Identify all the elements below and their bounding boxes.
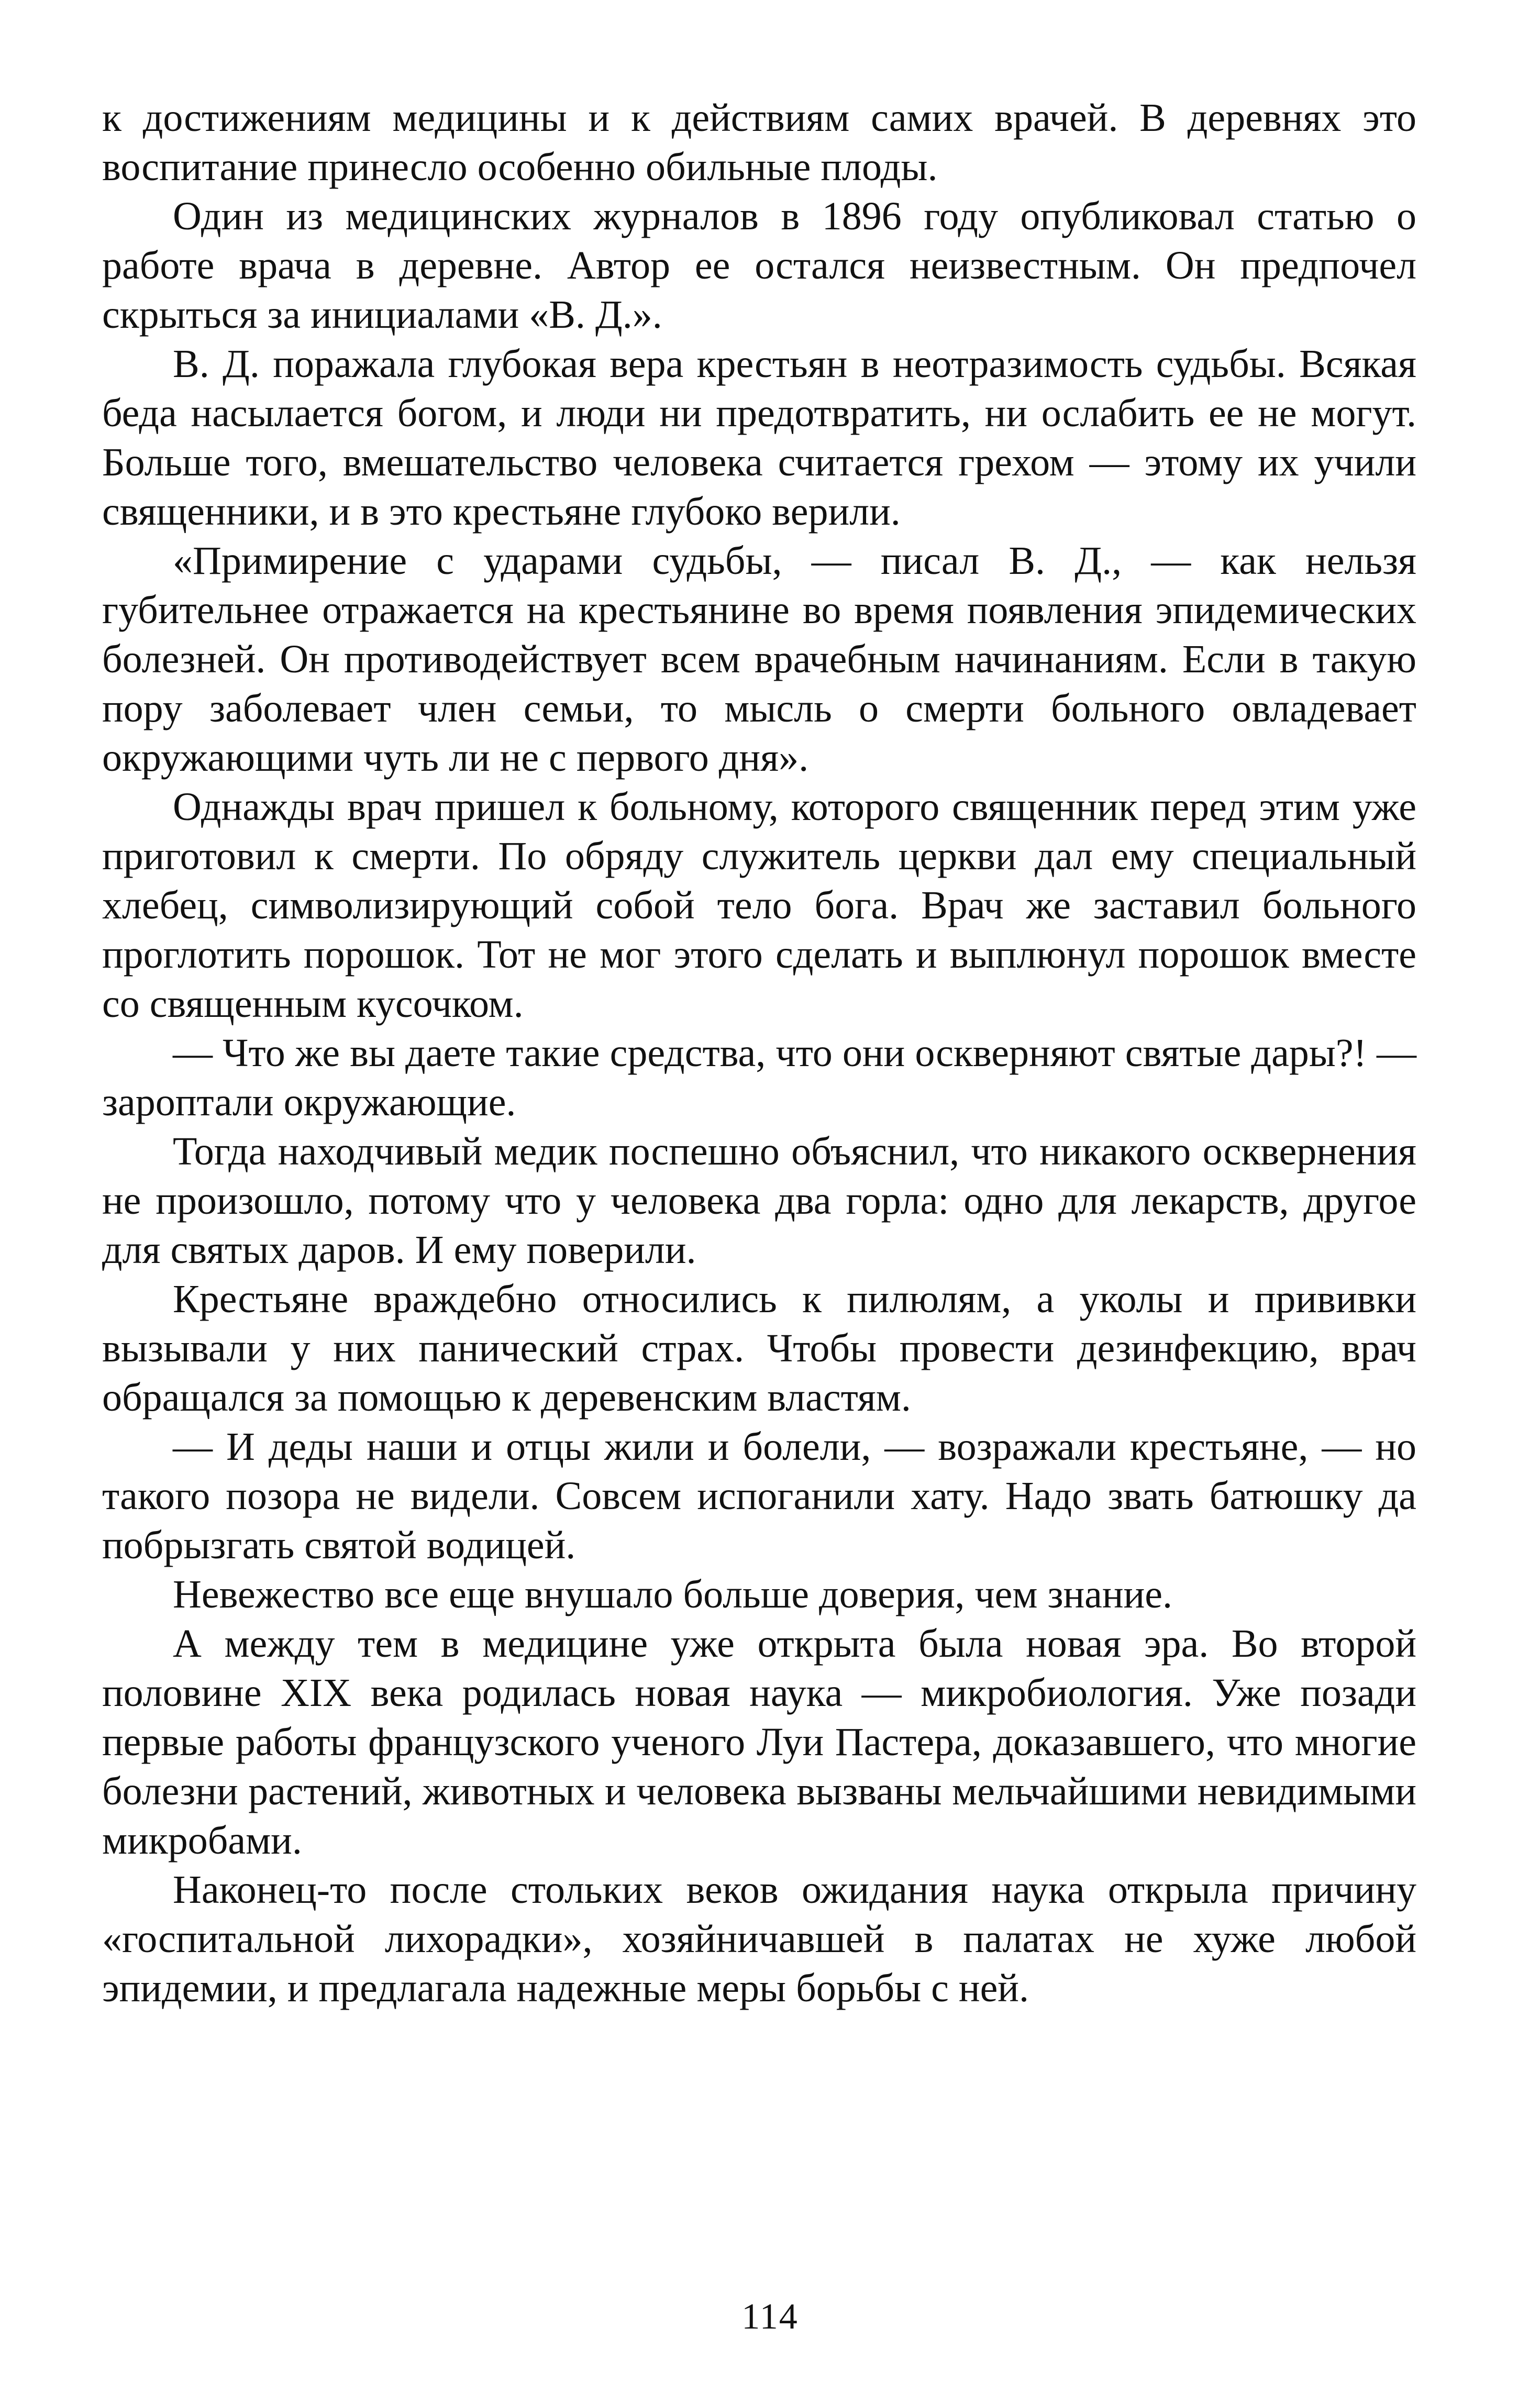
paragraph-9: — И деды наши и отцы жили и болели, — возражали крестьяне, — но такого позора не видели. Совсем испоганили хату. Надо звать батюшку да побрызгать святой водицей. [102,1425,1416,1567]
paragraph-8: Крестьяне враждебно относились к пилюлям, а уколы и прививки вызывали у них панический страх. Чтобы провести дезинфекцию, врач обращался за помощью к деревенским властям. [102,1277,1416,1420]
page-number: 114 [741,2297,799,2337]
paragraph-11: А между тем в медицине уже открыта была новая эра. Во второй половине XIX века родилась новая наука — микробиология. Уже позади первые работы французского ученого Луи Пастера, доказавшего, что многие болезни растений, животных и человека вызваны мельчайшими невидимыми микробами. [102,1622,1416,1863]
paragraph-12: Наконец-то после стольких веков ожидания наука открыла причину «госпитальной лихорадки», хозяйничавшей в палатах не хуже любой эпидемии, и предлагала надежные меры борьбы с ней. [102,1868,1416,2010]
paragraph-1: к достижениям медицины и к действиям самих врачей. В деревнях это воспитание принесло особенно обильные плоды. [102,96,1416,189]
paragraph-4: «Примирение с ударами судьбы, — писал В. Д., — как нельзя губительнее отражается на крестьянине во время появления эпидемических болезней. Он противодействует всем врачебным начинаниям. Если в такую пору заболевает член семьи, то мысль о смерти больного овладевает окружающими чуть ли не с первого дня». [102,539,1416,780]
paragraph-3: В. Д. поражала глубокая вера крестьян в неотразимость судьбы. Всякая беда насылается богом, и люди ни предотвратить, ни ослабить ее не могут. Больше того, вмешательство человека считается грехом — этому их учили священники, и в это крестьяне глубоко верили. [102,342,1416,534]
paragraph-10: Невежество все еще внушало больше доверия, чем знание. [173,1572,1172,1616]
paragraph-2: Один из медицинских журналов в 1896 году опубликовал статью о работе врача в деревне. Автор ее остался неизвестным. Он предпочел скрыться за инициалами «В. Д.». [102,194,1416,337]
paragraph-7: Тогда находчивый медик поспешно объяснил, что никакого осквернения не произошло, потому что у человека два горла: одно для лекарств, другое для святых даров. И ему поверили. [102,1129,1416,1272]
paragraph-5: Однажды врач пришел к больному, которого священник перед этим уже приготовил к смерти. По обряду служитель церкви дал ему специальный хлебец, символизирующий собой тело бога. Врач же заставил больного проглотить порошок. Тот не мог этого сделать и выплюнул порошок вместе со священным кусочком. [102,785,1416,1026]
paragraph-6: — Что же вы даете такие средства, что они оскверняют святые дары?! — зароптали окружающие. [102,1031,1416,1124]
page-body [102,93,1416,2013]
